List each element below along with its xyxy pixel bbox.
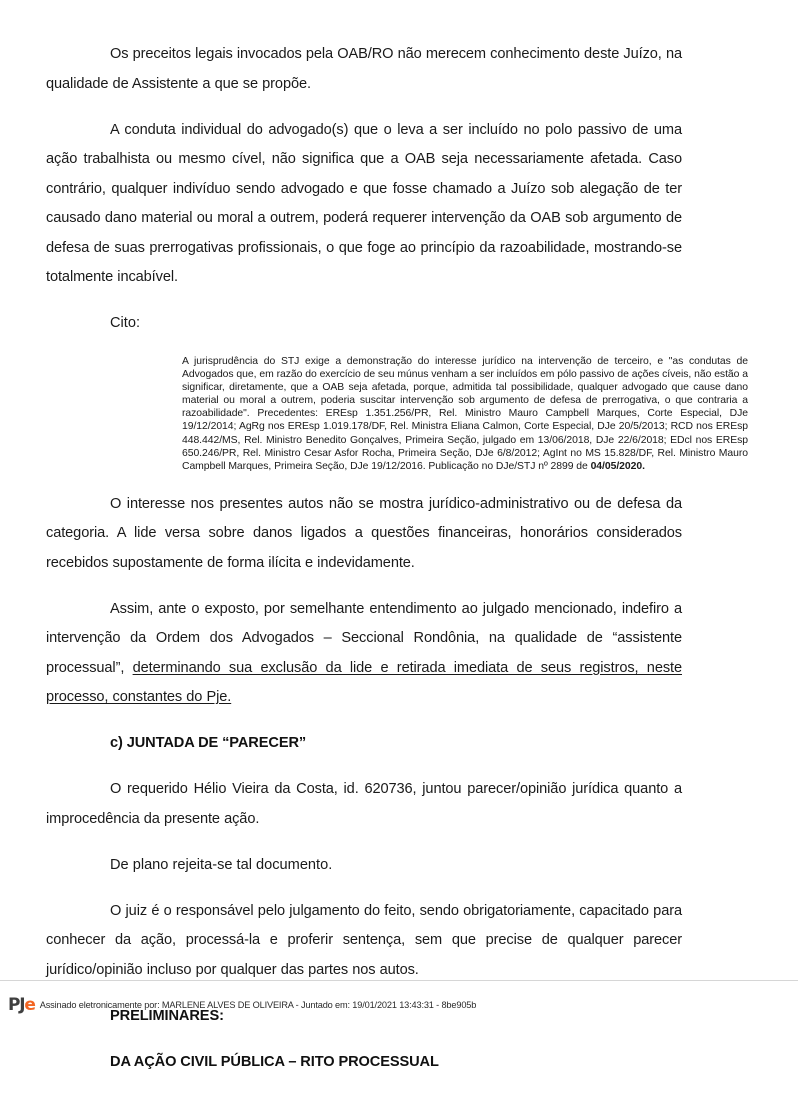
paragraph-cito: Cito:: [110, 315, 141, 331]
footer-content: [8, 997, 476, 1014]
paragraph-rejeita-documento: De plano rejeita-se tal documento.: [110, 856, 333, 873]
citation-publication-date: 04/05/2020.: [590, 460, 645, 472]
decision-lead-text: Assim, ante o exposto, por semelhante entendimento ao julgado mencionado, indefiro a intervenção da Ordem dos Advogados – Seccional Rondônia, na qualidade de “assistente processual”,: [46, 600, 682, 676]
paragraph-interesse-autos: O interesse nos presentes autos não se mostra jurídico-administrativo ou de defesa da categoria. A lide versa sobre danos ligados a questões financeiras, honorários considerados recebidos supostamente de forma ilícita e indevidamente.: [46, 495, 682, 571]
paragraph-decisao-indeferimento: [46, 595, 682, 713]
paragraph-conduta-individual: A conduta individual do advogado(s) que o leva a ser incluído no polo passivo de uma ação trabalhista ou mesmo cível, não significa que a OAB seja necessariamente afetada. Caso contrário, qualquer indivíduo sendo advogado e que fosse chamado a Juízo sob alegação de ter causado dano material ou moral a outrem, poderá requerer intervenção da OAB sob argumento de defesa de suas prerrogativas profissionais, o que foge ao princípio da razoabilidade, mostrando-se totalmente incabível.: [46, 121, 682, 285]
paragraph-preceitos-legais: Os preceitos legais invocados pela OAB/RO não merecem conhecimento deste Juízo, na qualidade de Assistente a que se propõe.: [46, 46, 682, 92]
decision-underlined-text: determinando sua exclusão da lide e retirada imediata de seus registros, neste processo, constantes do Pje.: [46, 659, 682, 706]
paragraph-requerido-helio: O requerido Hélio Vieira da Costa, id. 620736, juntou parecer/opinião jurídica quanto a improcedência da presente ação.: [46, 781, 682, 827]
document-body: [46, 40, 748, 1094]
footer-divider: [0, 980, 798, 981]
citation-block: [182, 355, 748, 473]
electronic-signature-text: Assinado eletronicamente por: MARLENE ALVES DE OLIVEIRA - Juntado em: 19/01/2021 13:43:31 - 8be905b: [39, 999, 477, 1010]
citation-body: A jurisprudência do STJ exige a demonstração do interesse jurídico na intervenção de terceiro, e "as condutas de Advogados que, em razão do exercício de seu múnus venham a ser incluídos em pólo passivo de ações cíveis, não estão a significar, diretamente, que a OAB seja afetada, porque, admitida tal possibilidade, qualquer advogado que cause dano material ou moral a outrem, poderia suscitar intervenção sob argumento de defesa de prerrogativa, o que contraria a razoabilidade". Precedentes: EREsp 1.351.256/PR, Rel. Ministro Mauro Campbell Marques, Corte Especial, DJe 19/12/2014; AgRg nos EREsp 1.019.178/DF, Rel. Ministra Eliana Calmon, Corte Especial, DJe 20/5/2013; RCD nos EREsp 448.442/MS, Rel. Ministro Benedito Gonçalves, Primeira Seção, julgado em 13/06/2018, DJe 22/6/2018; EDcl nos EREsp 650.246/PR, Rel. Ministro Cesar Asfor Rocha, Primeira Seção, DJe 6/8/2012; AgInt no MS 15.828/DF, Rel. Ministro Mauro Campbell Marques, Primeira Seção, DJe 19/12/2016. Publicação no DJe/STJ nº 2899 de: [182, 356, 748, 472]
pje-logo-pj-text: PJ: [8, 995, 25, 1015]
heading-acao-civil-publica: DA AÇÃO CIVIL PÚBLICA – RITO PROCESSUAL: [110, 1053, 439, 1070]
heading-preliminares: PRELIMINARES:: [110, 1007, 224, 1024]
paragraph-juiz-responsavel: O juiz é o responsável pelo julgamento do feito, sendo obrigatoriamente, capacitado para conhecer da ação, processá-la e proferir sentença, sem que precise de qualquer parecer jurídico/opinião incluso por qualquer das partes nos autos.: [46, 902, 682, 978]
pje-logo-icon: [8, 997, 35, 1014]
document-footer: [0, 980, 798, 1024]
heading-juntada-de-parecer: c) JUNTADA DE “PARECER”: [110, 735, 307, 752]
pje-logo-e-text: e: [24, 995, 35, 1015]
